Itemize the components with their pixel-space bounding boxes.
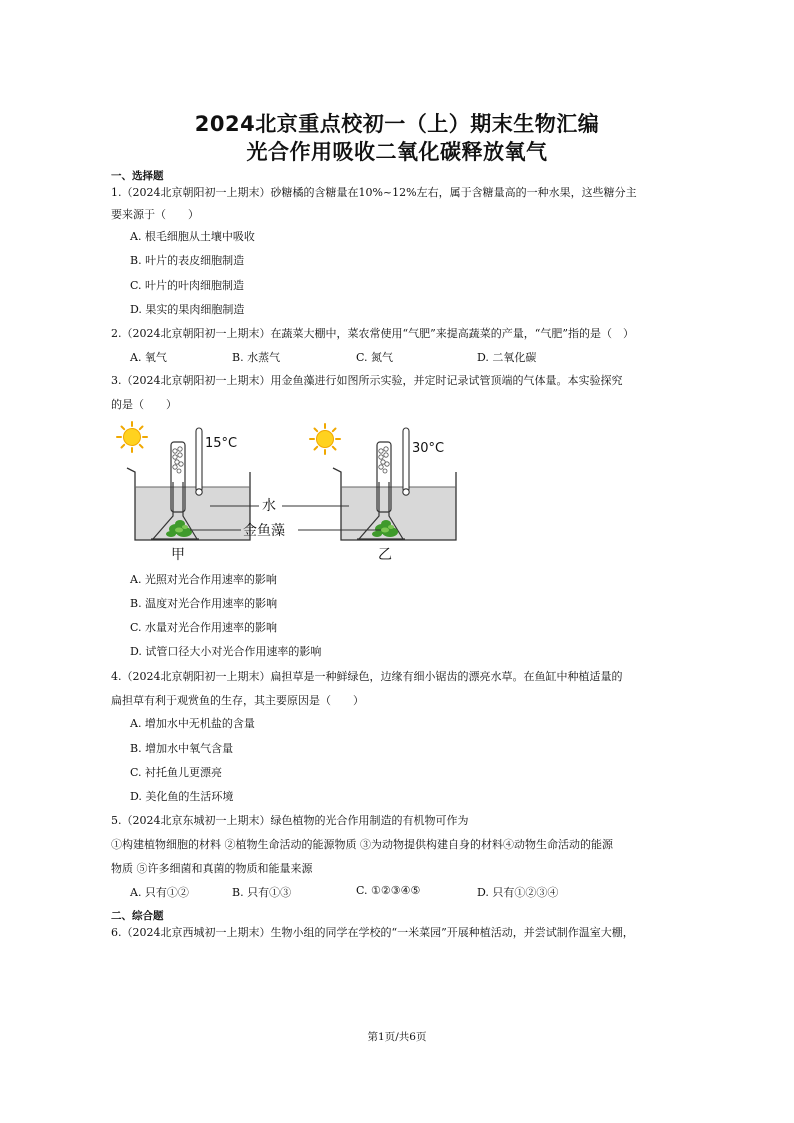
document-title: 2024北京重点校初一（上）期末生物汇编 (194, 112, 600, 136)
sun-icon-left (117, 422, 147, 452)
question-5-option-a: A. 只有①② (130, 886, 189, 899)
label-group-b: 乙 (378, 547, 392, 562)
question-5-option-d: D. 只有①②③④ (477, 886, 559, 899)
question-3-text: 3.（2024北京朝阳初一上期末）用金鱼藻进行如图所示实验，并定时记录试管顶端的气体量。本实验探究 (111, 374, 623, 387)
sun-icon-right (310, 424, 340, 454)
question-1-option-a: A. 根毛细胞从土壤中吸收 (130, 230, 255, 243)
question-2-option-c: C. 氮气 (356, 351, 394, 364)
question-3-option-b: B. 温度对光合作用速率的影响 (130, 597, 278, 610)
question-4-text-cont: 扁担草有利于观赏鱼的生存，其主要原因是（ ） (111, 694, 364, 707)
question-4-option-a: A. 增加水中无机盐的含量 (130, 717, 255, 730)
question-4-option-b: B. 增加水中氧气含量 (130, 742, 234, 755)
temperature-label-left: 15°C (205, 436, 238, 451)
question-1-option-d: D. 果实的果肉细胞制造 (130, 303, 245, 316)
section-heading-choice: 一、选择题 (111, 170, 164, 182)
question-6-text: 6.（2024北京西城初一上期末）生物小组的同学在学校的“一米菜园”开展种植活动，并尝试制作温室大棚， (111, 926, 634, 939)
question-5-statements-cont: 物质 ⑤许多细菌和真菌的物质和能量来源 (111, 862, 313, 875)
question-2-option-a: A. 氧气 (130, 351, 167, 364)
question-2-text: 2.（2024北京朝阳初一上期末）在蔬菜大棚中，菜农常使用“气肥”来提高蔬菜的产量，“气肥”指的是（ ） (111, 327, 634, 340)
question-4-option-d: D. 美化鱼的生活环境 (130, 790, 234, 803)
question-4-option-c: C. 衬托鱼儿更漂亮 (130, 766, 223, 779)
question-5-option-b: B. 只有①③ (232, 886, 292, 899)
label-hornwort: 金鱼藻 (243, 523, 285, 539)
question-2-option-b: B. 水蒸气 (232, 351, 281, 364)
page-footer: 第1页/共6页 (367, 1031, 427, 1043)
question-1-option-c: C. 叶片的叶肉细胞制造 (130, 279, 245, 292)
question-5-statements: ①构建植物细胞的材料 ②植物生命活动的能源物质 ③为动物提供构建自身的材料④动物生命活动的能源 (111, 838, 613, 851)
section-heading-comprehensive: 二、综合题 (111, 910, 164, 922)
document-subtitle: 光合作用吸收二氧化碳释放氧气 (246, 140, 548, 164)
question-5-text: 5.（2024北京东城初一上期末）绿色植物的光合作用制造的有机物可作为 (111, 814, 469, 827)
question-1-text-cont: 要来源于（ ） (111, 208, 199, 221)
question-1-option-b: B. 叶片的表皮细胞制造 (130, 254, 245, 267)
question-3-option-c: C. 水量对光合作用速率的影响 (130, 621, 278, 634)
question-3-option-a: A. 光照对光合作用速率的影响 (130, 573, 277, 586)
question-3-text-cont: 的是（ ） (111, 398, 177, 411)
question-5-option-c: C. ①②③④⑤ (356, 884, 421, 897)
question-2-option-d: D. 二氧化碳 (477, 351, 537, 364)
experiment-figure (113, 420, 463, 562)
question-3-option-d: D. 试管口径大小对光合作用速率的影响 (130, 645, 322, 658)
label-group-a: 甲 (171, 547, 185, 562)
question-1-text: 1.（2024北京朝阳初一上期末）砂糖橘的含糖量在10%~12%左右，属于含糖量高的一种水果，这些糖分主 (111, 186, 637, 199)
temperature-label-right: 30°C (412, 441, 445, 456)
label-water: 水 (262, 498, 276, 514)
question-4-text: 4.（2024北京朝阳初一上期末）扁担草是一种鲜绿色，边缘有细小锯齿的漂亮水草。在鱼缸中种植适量的 (111, 670, 623, 683)
